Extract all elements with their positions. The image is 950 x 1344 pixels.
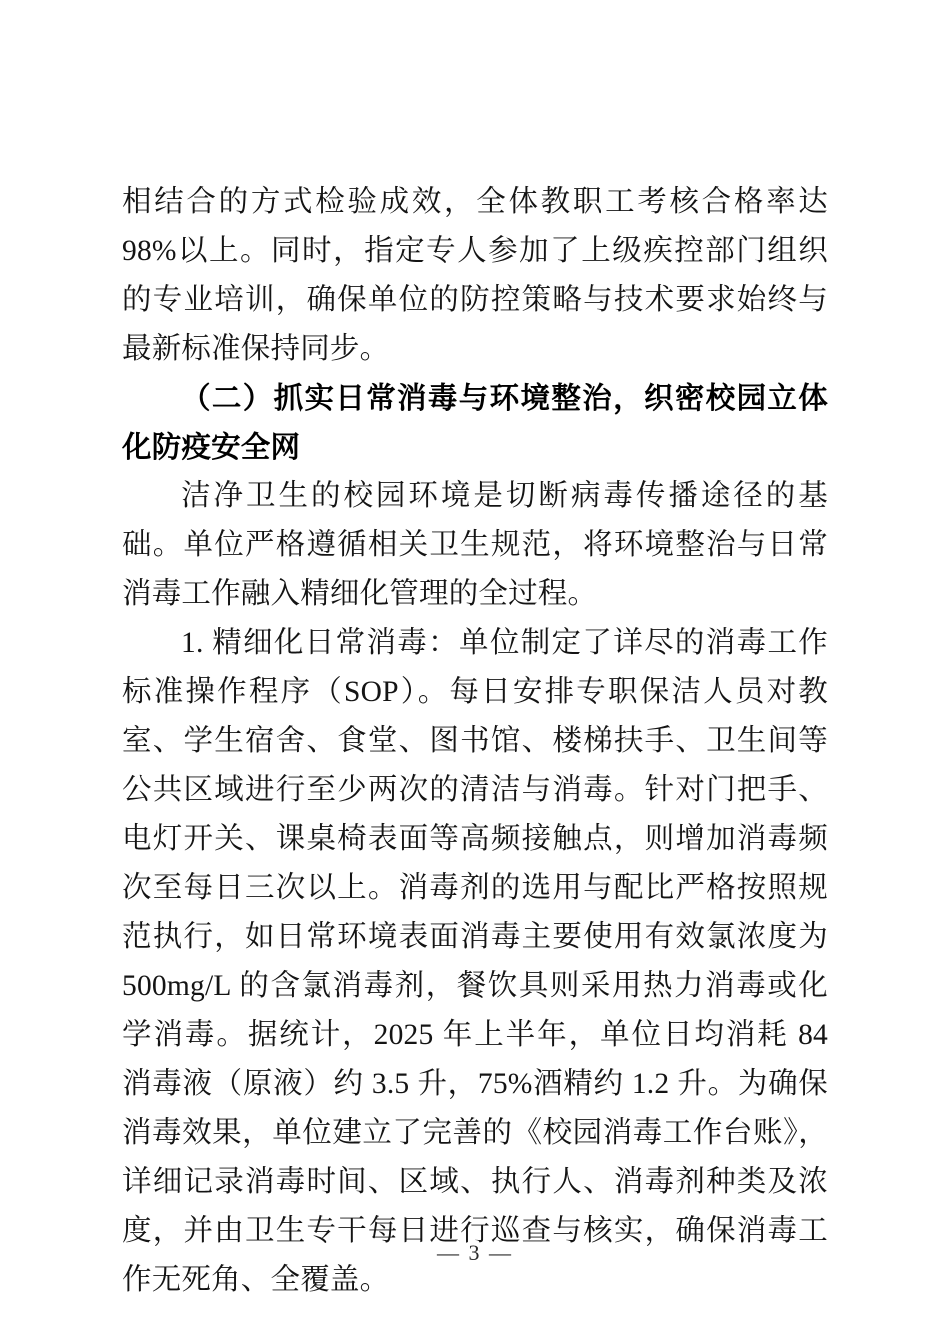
page-body — [122, 178, 828, 1305]
section-heading-two: （二）抓实日常消毒与环境整治，织密校园立体化防疫安全网 — [122, 382, 828, 464]
paragraph-item-1-refined-daily-disinfection: 1. 精细化日常消毒：单位制定了详尽的消毒工作标准操作程序（SOP）。每日安排专职保洁人员对教室、学生宿舍、食堂、图书馆、楼梯扶手、卫生间等公共区域进行至少两次的清洁与消毒。针对门把手、电灯开关、课桌椅表面等高频接触点，则增加消毒频次至每日三次以上。消毒剂的选用与配比严格按照规范执行，如日常环境表面消毒主要使用有效氯浓度为 500mg/L 的含氯消毒剂，餐饮具则采用热力消毒或化学消毒。据统计，2025 年上半年，单位日均消耗 84 消毒液（原液）约 3.5 升，75%酒精约 1.2 升。为确保消毒效果，单位建立了完善的《校园消毒工作台账》，详细记录消毒时间、区域、执行人、消毒剂种类及浓度，并由卫生专干每日进行巡查与核实，确保消毒工作无死角、全覆盖。 — [122, 627, 828, 1296]
page-number-footer: — 3 — — [437, 1240, 513, 1265]
paragraph-continued-training: 相结合的方式检验成效，全体教职工考核合格率达 98%以上。同时，指定专人参加了上级疾控部门组织的专业培训，确保单位的防控策略与技术要求始终与最新标准保持同步。 — [122, 186, 828, 365]
paragraph-clean-campus-environment: 洁净卫生的校园环境是切断病毒传播途径的基础。单位严格遵循相关卫生规范，将环境整治与日常消毒工作融入精细化管理的全过程。 — [122, 480, 828, 610]
